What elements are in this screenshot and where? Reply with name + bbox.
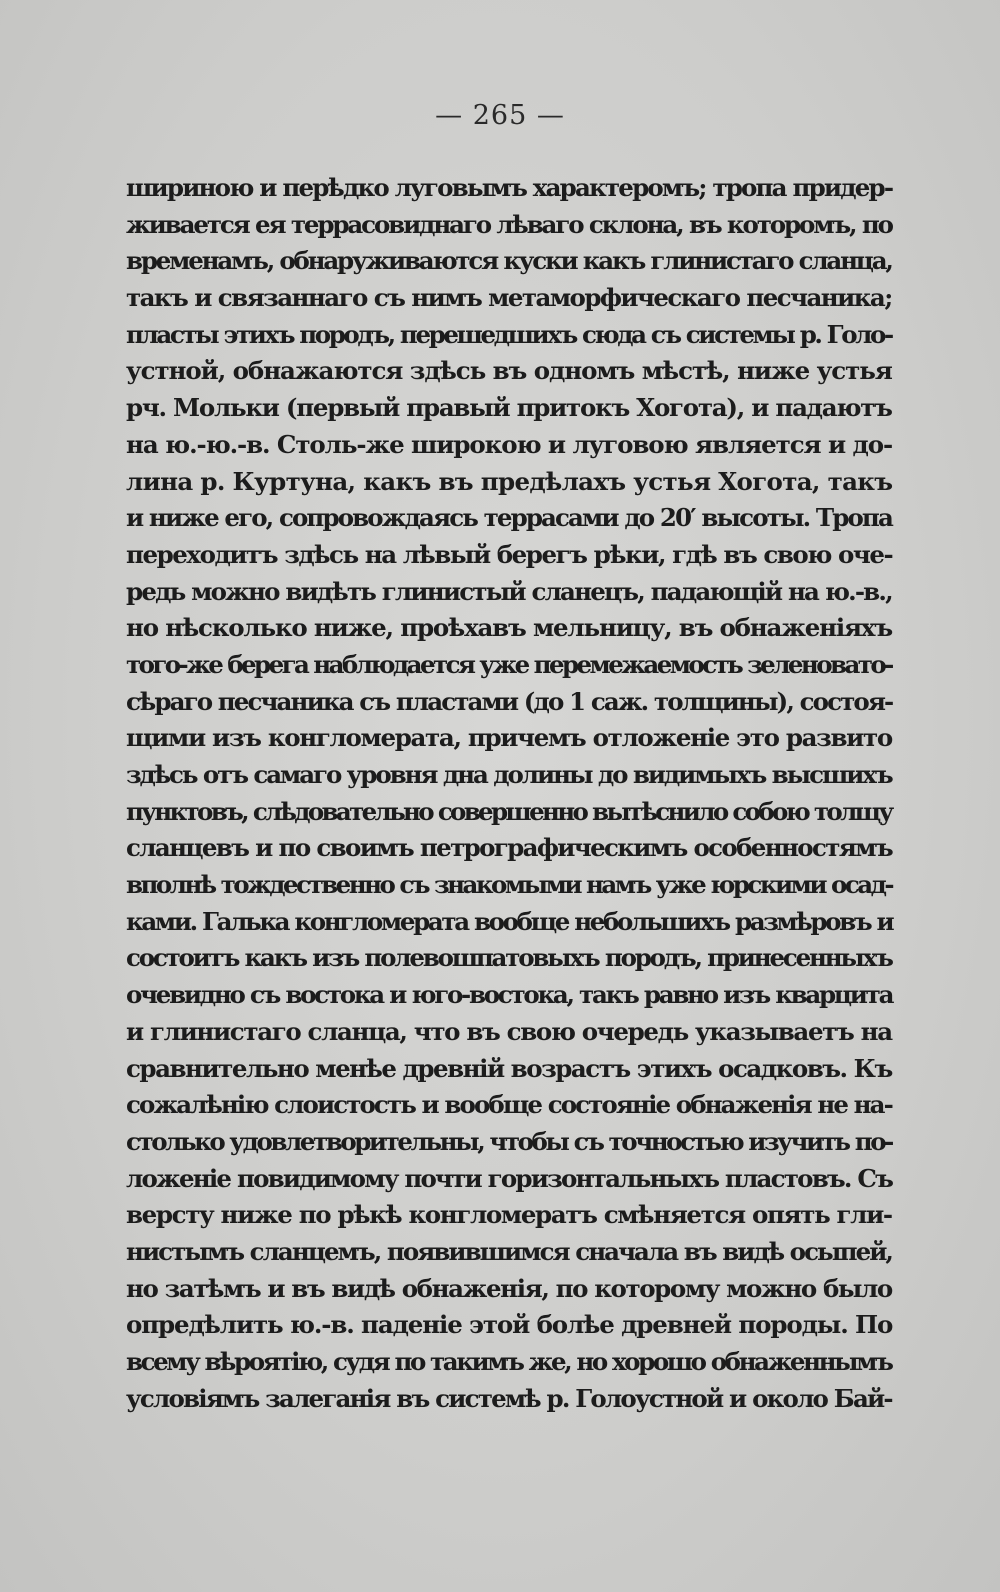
text-line: щими изъ конгломерата, причемъ отложеніе это развито — [126, 723, 892, 753]
body-text — [126, 170, 892, 1417]
text-line: ками. Галька конгломерата вообще небольшихъ размѣровъ и — [126, 906, 893, 936]
text-line: шириною и перѣдко луговымъ характеромъ; тропа придер- — [126, 173, 893, 202]
page-number: — 265 — — [435, 100, 565, 131]
text-line: живается ея террасовиднаго лѣваго склона, въ которомъ, по — [126, 209, 892, 239]
text-line: опредѣлить ю.-в. паденіе этой болѣе древней породы. По — [126, 1310, 893, 1340]
text-line: такъ и связаннаго съ нимъ метаморфическаго песчаника; — [126, 283, 892, 313]
text-line: лина р. Куртуна, какъ въ предѣлахъ устья Хогота, такъ — [126, 466, 893, 496]
text-line: переходитъ здѣсь на лѣвый берегъ рѣки, гдѣ въ свою оче- — [126, 539, 893, 569]
text-line: версту ниже по рѣкѣ конгломератъ смѣняется опять гли- — [126, 1200, 892, 1230]
text-line: столько удовлетворительны, чтобы съ точностью изучить по- — [126, 1126, 892, 1156]
text-line: сланцевъ и по своимъ петрографическимъ особенностямъ — [126, 833, 892, 863]
text-line: на ю.-ю.-в. Столь-же широкою и луговою является и до- — [126, 429, 893, 459]
text-line: ложеніе повидимому почти горизонтальныхъ пластовъ. Съ — [126, 1163, 893, 1193]
text-line: условіямъ залеганія въ системѣ р. Голоустной и около Бай- — [126, 1383, 892, 1413]
text-line: сѣраго песчаника съ пластами (до 1 саж. толщины), состоя- — [126, 686, 893, 716]
text-line: нистымъ сланцемъ, появившимся сначала въ видѣ осыпей, — [126, 1236, 892, 1266]
text-line: очевидно съ востока и юго-востока, такъ равно изъ кварцита — [126, 980, 893, 1010]
text-line: временамъ, обнаруживаются куски какъ глинистаго сланца, — [126, 246, 892, 276]
text-line: но затѣмъ и въ видѣ обнаженія, по которому можно было — [126, 1273, 892, 1303]
text-line: того-же берега наблюдается уже перемежаемость зеленовато- — [126, 649, 892, 679]
text-line: состоитъ какъ изъ полевошпатовыхъ породъ, принесенныхъ — [126, 943, 892, 973]
text-line: и глинистаго сланца, что въ свою очередь указываетъ на — [126, 1016, 892, 1046]
text-line: здѣсь отъ самаго уровня дна долины до видимыхъ высшихъ — [126, 760, 892, 789]
text-line: редь можно видѣть глинистый сланецъ, падающій на ю.-в., — [126, 576, 892, 606]
text-line: рч. Мольки (первый правый притокъ Хогота), и падаютъ — [126, 393, 892, 423]
text-line: сожалѣнію слоистость и вообще состояніе обнаженія не на- — [126, 1090, 892, 1120]
text-line: пласты этихъ породъ, перешедшихъ сюда съ системы р. Голо- — [126, 319, 892, 349]
text-line: пунктовъ, слѣдовательно совершенно вытѣснило собою толщу — [126, 796, 892, 826]
text-line: всему вѣроятію, судя по такимъ же, но хорошо обнаженнымъ — [126, 1347, 892, 1376]
text-line: и ниже его, сопровождаясь террасами до 20′ высоты. Тропа — [126, 503, 892, 533]
text-line: устной, обнажаются здѣсь въ одномъ мѣстѣ, ниже устья — [126, 356, 892, 386]
text-line: сравнительно менѣе древній возрастъ этихъ осадковъ. Къ — [126, 1053, 892, 1083]
text-line: но нѣсколько ниже, проѣхавъ мельницу, въ обнаженіяхъ — [126, 613, 892, 643]
text-line: вполнѣ тождественно съ знакомыми намъ уже юрскими осад- — [126, 870, 893, 900]
